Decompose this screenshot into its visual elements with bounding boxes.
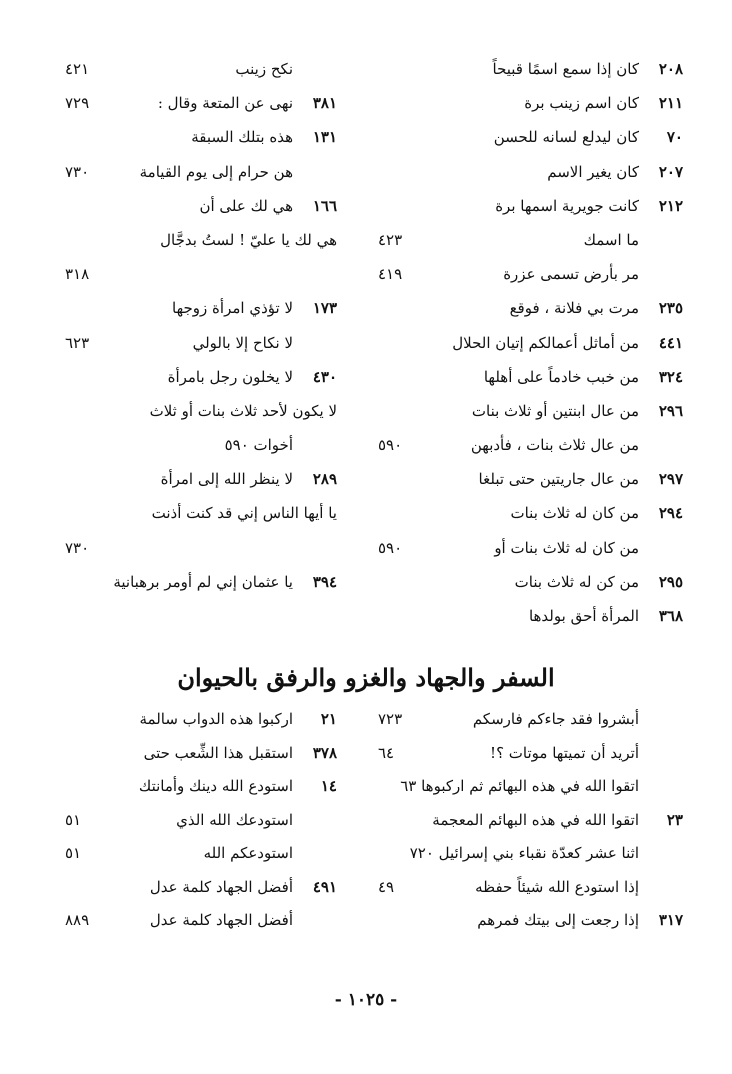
entry-text: لا ينظر الله إلى امرأة <box>160 470 293 489</box>
index-entry <box>378 565 683 599</box>
entry-number: ٢٩٧ <box>658 470 683 489</box>
index-entry <box>378 52 683 86</box>
entry-text: نهى عن المتعة وقال : <box>157 94 293 113</box>
entry-number: ٢٣٥ <box>658 299 683 318</box>
entry-page-ref: ٥٩٠ <box>378 538 403 557</box>
index-entry <box>65 804 337 838</box>
entry-text: استودع الله دينك وأمانتك <box>138 777 293 795</box>
entry-number: ٢٣ <box>666 810 683 829</box>
index-entry <box>65 904 337 938</box>
index-entry <box>378 223 683 257</box>
entry-text: يا عثمان إني لم أومر برهبانية <box>113 572 293 591</box>
entry-number: ١٧٣ <box>312 299 337 318</box>
entry-number: ٣٩٤ <box>312 572 337 591</box>
entry-text: هن حرام إلى يوم القيامة <box>139 162 293 181</box>
entry-text: هي لك يا عليّ ! لستُ بدجَّال <box>160 230 337 249</box>
entry-page-ref: ٤٢١ <box>65 60 90 78</box>
index-entry <box>65 737 337 771</box>
entry-text: ما اسمك <box>583 230 639 249</box>
entry-number: ١٤ <box>320 777 337 795</box>
entry-number: ٢٩٦ <box>658 401 683 420</box>
entry-number: ٣٧٨ <box>312 743 337 762</box>
entry-text: لا يكون لأحد ثلاث بنات أو ثلاث <box>149 401 337 420</box>
entry-text: اتقوا الله في هذه البهائم ثم اركبوها ٦٣ <box>400 777 639 795</box>
entry-text: لا نكاح إلا بالولي <box>192 333 293 352</box>
entry-text: هي لك على أن <box>199 196 293 215</box>
entry-page-ref: ٥١ <box>65 844 82 862</box>
index-entry <box>65 291 337 325</box>
index-entry <box>378 496 683 530</box>
index-entry <box>65 770 337 804</box>
index-entry <box>378 462 683 496</box>
entry-page-ref: ٧٢٣ <box>378 710 403 728</box>
index-entry <box>378 120 683 154</box>
entry-text: من عال ثلاث بنات ، فأدبهن <box>470 436 639 455</box>
entry-number: ٢١١ <box>658 94 683 113</box>
entry-text: أفضل الجهاد كلمة عدل <box>149 911 293 929</box>
entry-text: اركبوا هذه الدواب سالمة <box>139 710 293 728</box>
entry-page-ref: ٤٩ <box>378 877 395 896</box>
entry-text: استقبل هذا الشِّعب حتى <box>143 743 293 762</box>
entry-text: المرأة أحق بولدها <box>528 607 639 625</box>
index-entry <box>65 496 337 530</box>
page-number: - ١٠٢٥ - <box>334 990 398 1010</box>
entry-text: من عال جاريتين حتى تبلغا <box>478 470 639 489</box>
entry-number: ٢٨٩ <box>312 470 337 489</box>
index-entry <box>65 257 337 291</box>
index-entry <box>378 837 683 871</box>
entry-text: كانت جويرية اسمها برة <box>495 196 639 215</box>
entry-text: اثنا عشر كعدّة نقباء بني إسرائيل ٧٢٠ <box>409 844 639 862</box>
entry-text: من كان له ثلاث بنات أو <box>494 538 639 557</box>
entry-text: لا تؤذي امرأة زوجها <box>172 299 293 318</box>
bottom-right-column <box>378 703 683 938</box>
entry-text: إذا رجعت إلى بيتك فمرهم <box>477 911 639 929</box>
index-entry <box>378 189 683 223</box>
index-entry <box>378 599 683 633</box>
top-left-column <box>65 52 337 599</box>
index-entry <box>65 531 337 565</box>
entry-text: من عال ابنتين أو ثلاث بنات <box>471 401 639 420</box>
entry-text: كان يغير الاسم <box>547 162 639 181</box>
entry-text: إذا استودع الله شيئاً حفظه <box>475 877 639 896</box>
entry-page-ref: ٦٤ <box>378 743 395 762</box>
entry-number: ٤٣٠ <box>312 367 337 386</box>
entry-number: ١٣١ <box>312 128 337 147</box>
entry-text: أتريد أن تميتها موتات ؟! <box>490 743 639 762</box>
index-entry <box>378 804 683 838</box>
entry-number: ٢١٢ <box>658 196 683 215</box>
entry-number: ٣١٧ <box>658 911 683 929</box>
entry-text: اتقوا الله في هذه البهائم المعجمة <box>432 810 639 829</box>
index-entry <box>378 531 683 565</box>
index-entry <box>65 565 337 599</box>
index-entry <box>65 326 337 360</box>
entry-text: من كن له ثلاث بنات <box>514 572 639 591</box>
entry-number: ٣٦٨ <box>658 607 683 625</box>
entry-number: ١٦٦ <box>312 196 337 215</box>
entry-number: ٢٠٨ <box>658 60 683 78</box>
entry-text: أخوات ٥٩٠ <box>224 436 293 455</box>
entry-number: ٢٩٥ <box>658 572 683 591</box>
top-right-column <box>378 52 683 633</box>
index-entry <box>378 257 683 291</box>
entry-number: ٧٠ <box>666 128 683 147</box>
entry-text: يا أيها الناس إني قد كنت أذنت <box>151 504 337 523</box>
entry-number: ٢٠٧ <box>658 162 683 181</box>
entry-text: كان إذا سمع اسمًا قبيحاً <box>492 60 639 78</box>
entry-text: مرت بي فلانة ، فوقع <box>509 299 639 318</box>
index-entry <box>65 871 337 905</box>
section-heading: السفر والجهاد والغزو والرفق بالحيوان <box>177 663 555 692</box>
index-entry <box>65 223 337 257</box>
index-entry <box>378 737 683 771</box>
entry-text: استودعكم الله <box>203 844 293 862</box>
index-entry <box>65 394 337 428</box>
index-entry <box>65 52 337 86</box>
entry-page-ref: ٣١٨ <box>65 265 90 284</box>
bottom-left-column <box>65 703 337 938</box>
entry-number: ٤٤١ <box>658 333 683 352</box>
index-entry <box>378 86 683 120</box>
index-entry <box>378 155 683 189</box>
index-entry <box>378 291 683 325</box>
index-entry <box>378 428 683 462</box>
entry-page-ref: ٤١٩ <box>378 265 403 284</box>
entry-number: ٣٨١ <box>312 94 337 113</box>
entry-number: ٣٢٤ <box>658 367 683 386</box>
index-entry <box>378 871 683 905</box>
entry-text: نكح زينب <box>235 60 293 78</box>
index-entry <box>378 394 683 428</box>
index-entry <box>65 86 337 120</box>
entry-page-ref: ٧٢٩ <box>65 94 90 113</box>
entry-text: كان اسم زينب برة <box>524 94 639 113</box>
index-entry <box>378 770 683 804</box>
entry-page-ref: ٦٢٣ <box>65 333 90 352</box>
index-entry <box>378 360 683 394</box>
index-entry <box>378 703 683 737</box>
entry-page-ref: ٧٣٠ <box>65 538 90 557</box>
entry-text: من كان له ثلاث بنات <box>510 504 639 523</box>
index-entry <box>378 904 683 938</box>
entry-page-ref: ٥٩٠ <box>378 436 403 455</box>
index-entry <box>65 189 337 223</box>
index-entry <box>65 360 337 394</box>
entry-text: مر بأرض تسمى عزرة <box>503 265 639 284</box>
entry-text: لا يخلون رجل بامرأة <box>167 367 293 386</box>
entry-text: أبشروا فقد جاءكم فارسكم <box>472 710 639 728</box>
entry-text: أفضل الجهاد كلمة عدل <box>149 877 293 896</box>
entry-page-ref: ٧٣٠ <box>65 162 90 181</box>
entry-text: استودعك الله الذي <box>176 810 293 829</box>
index-entry <box>65 120 337 154</box>
entry-page-ref: ٨٨٩ <box>65 911 90 929</box>
index-entry <box>65 703 337 737</box>
entry-text: من أماثل أعمالكم إتيان الحلال <box>452 333 639 352</box>
entry-page-ref: ٤٢٣ <box>378 230 403 249</box>
entry-text: من خبب خادماً على أهلها <box>483 367 639 386</box>
entry-page-ref: ٥١ <box>65 810 82 829</box>
index-entry <box>65 155 337 189</box>
entry-number: ٢١ <box>320 710 337 728</box>
index-entry <box>65 428 337 462</box>
index-entry <box>378 326 683 360</box>
entry-text: كان ليدلع لسانه للحسن <box>493 128 639 147</box>
entry-number: ٤٩١ <box>312 877 337 896</box>
index-entry <box>65 462 337 496</box>
entry-text: هذه بتلك السبقة <box>191 128 293 147</box>
index-entry <box>65 837 337 871</box>
entry-number: ٢٩٤ <box>658 504 683 523</box>
